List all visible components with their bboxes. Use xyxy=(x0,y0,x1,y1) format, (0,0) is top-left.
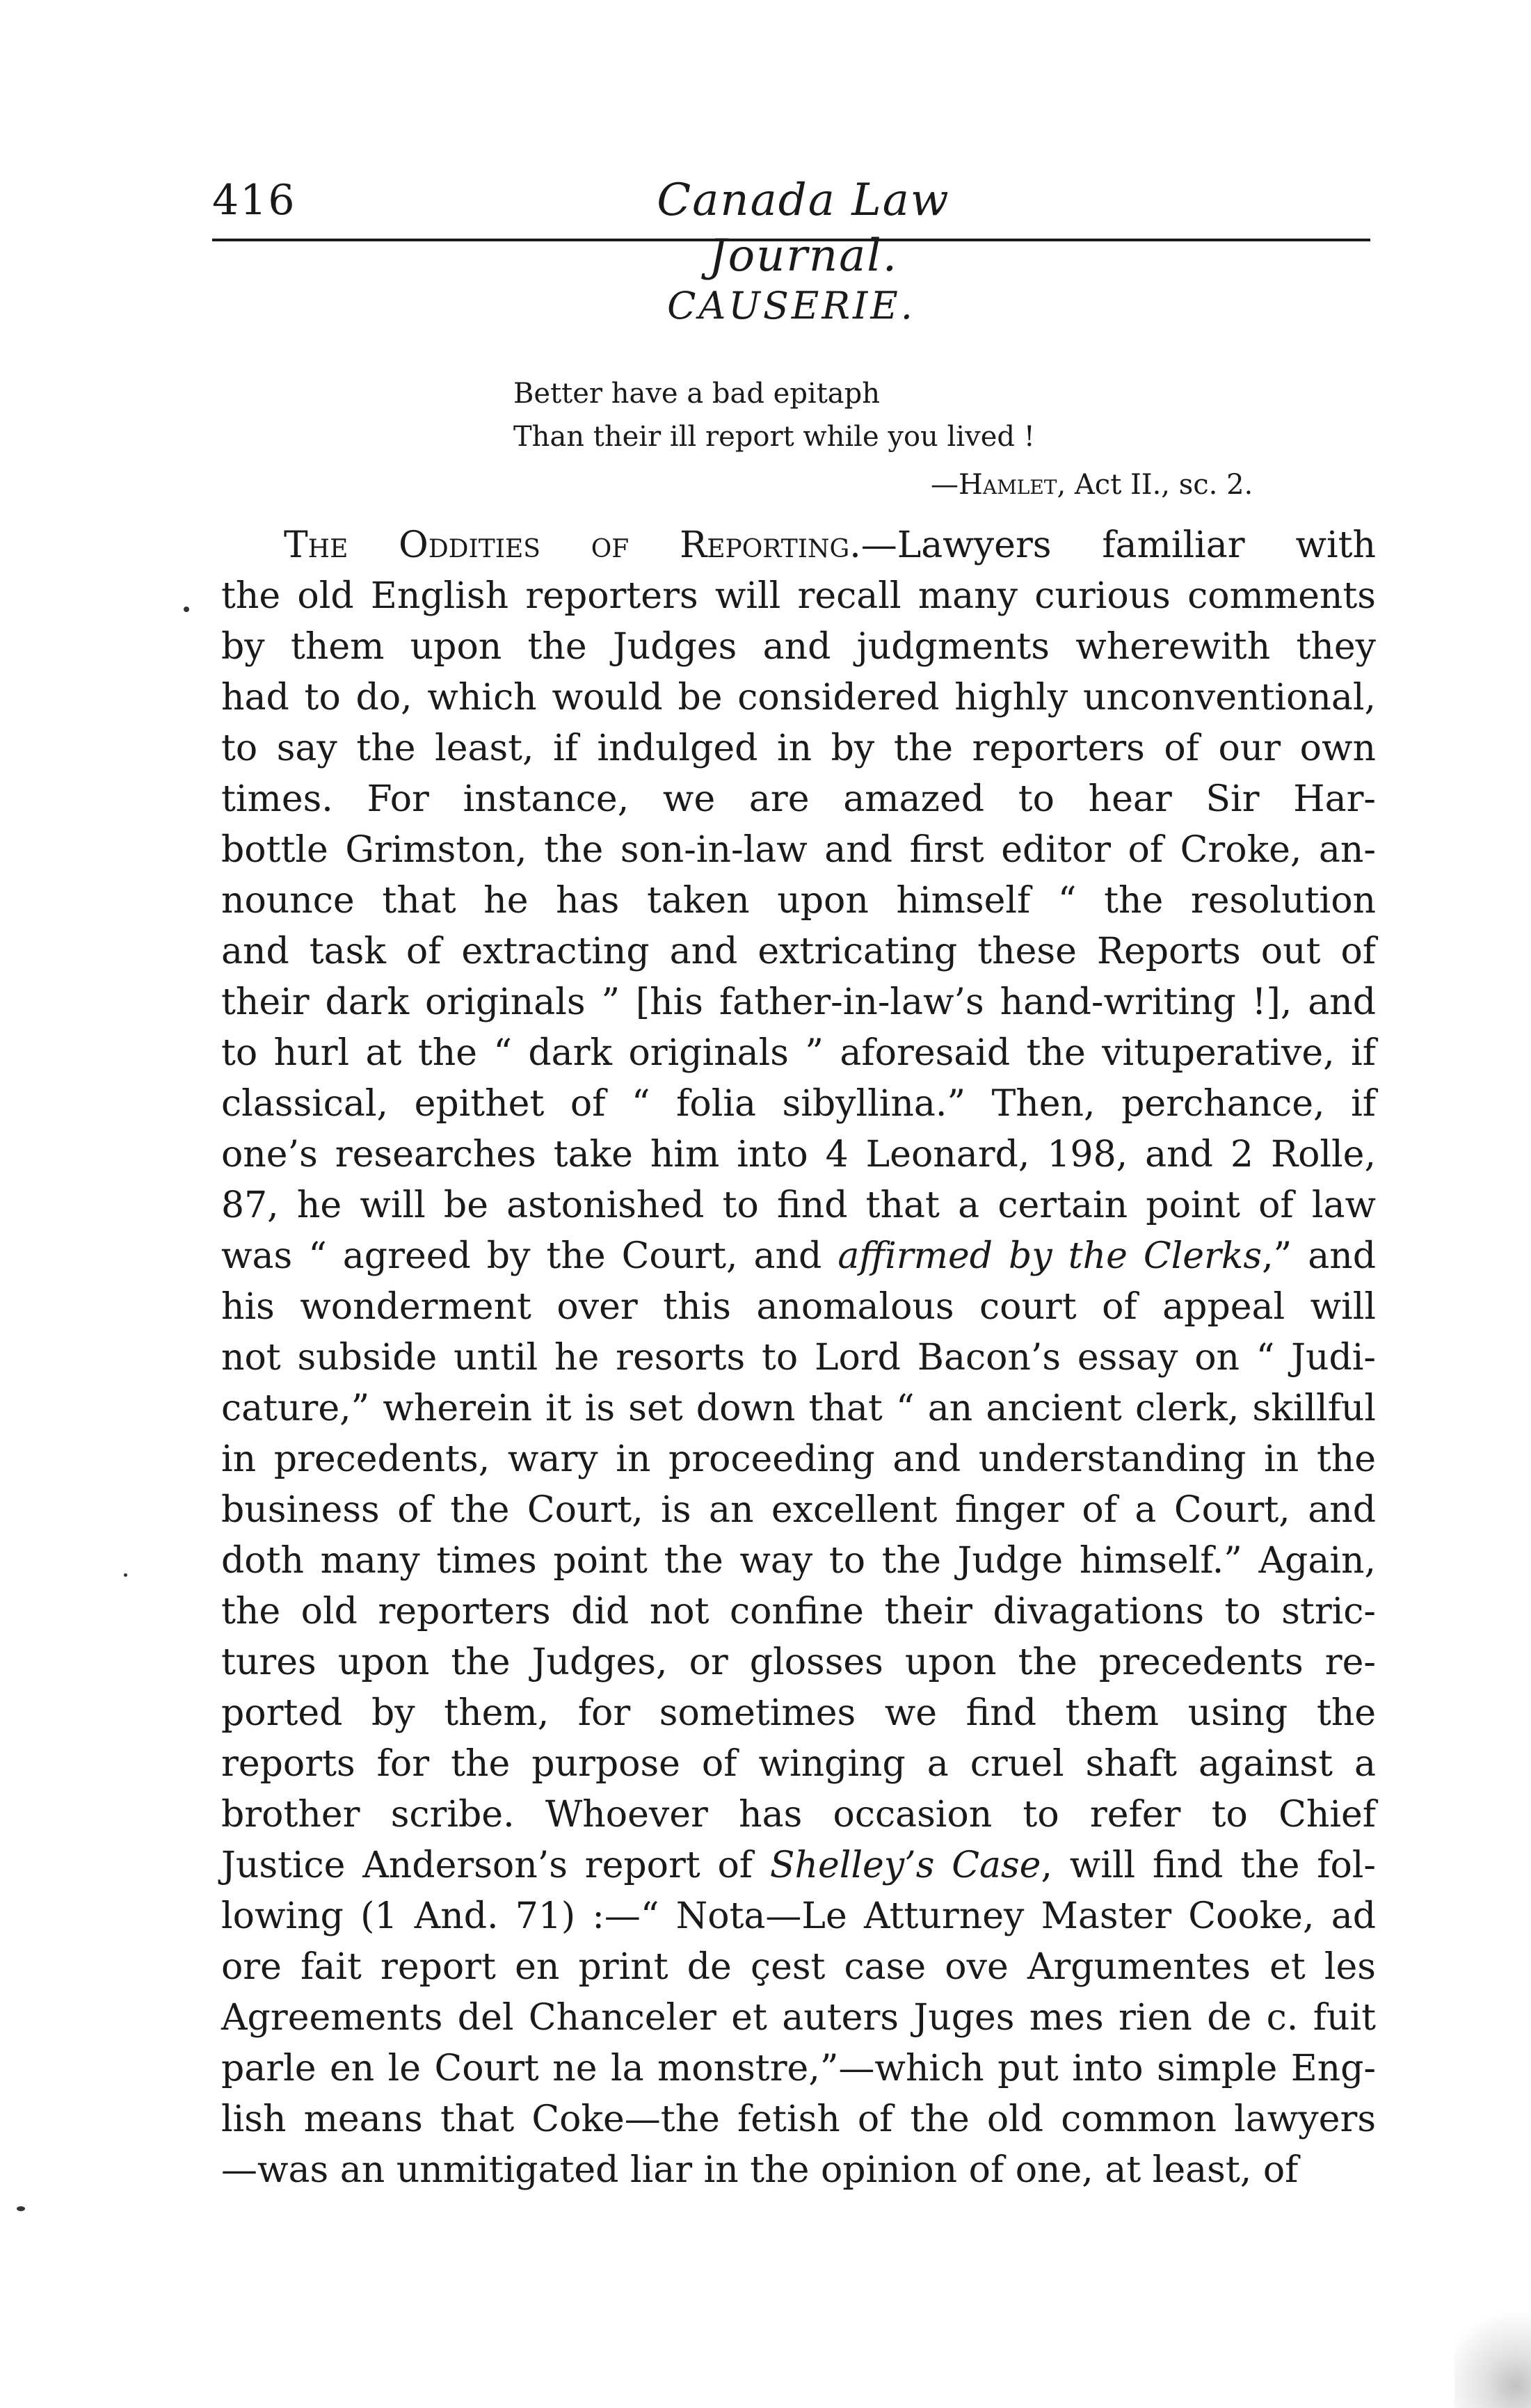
print-speck xyxy=(184,607,189,612)
opening-caps: The Oddities of Reporting. xyxy=(284,524,861,566)
epigraph xyxy=(513,372,1348,458)
page-corner-smudge xyxy=(1454,2297,1531,2408)
epigraph-attribution xyxy=(931,463,1253,506)
body-line: classical, epithet of “ folia sibyllina.” Then, perchance, if xyxy=(221,1083,1376,1125)
page-header xyxy=(212,172,1370,282)
opening-line-rest: —Lawyers familiar with xyxy=(860,524,1376,566)
epigraph-line: Than their ill report while you lived ! xyxy=(513,421,1035,453)
body-line: —was an unmitigated liar in the opinion of one, at least, of xyxy=(221,2149,1299,2191)
italic-phrase: affirmed by the Clerks xyxy=(837,1235,1263,1277)
attribution-act: , Act II., sc. 2. xyxy=(1057,469,1253,501)
body-line: and task of extracting and extricating these Reports out of xyxy=(221,931,1376,972)
body-line: cature,” wherein it is set down that “ an ancient clerk, skillful xyxy=(221,1388,1376,1429)
body-line: ported by them, for sometimes we find them using the xyxy=(221,1692,1376,1734)
body-line: not subside until he resorts to Lord Bacon’s essay on “ Judi- xyxy=(221,1337,1376,1379)
body-line: the old English reporters will recall many curious comments xyxy=(221,575,1376,617)
body-line: by them upon the Judges and judgments wherewith they xyxy=(221,626,1376,668)
attribution-play: Hamlet xyxy=(959,469,1057,501)
body-line: was “ agreed by the Court, and affirmed by the Clerks,” and xyxy=(221,1235,1377,1277)
epigraph-line: Better have a bad epitaph xyxy=(513,378,881,410)
body-line: to say the least, if indulged in by the reporters of our own xyxy=(221,728,1376,769)
body-line: parle en le Court ne la monstre,”—which put into simple Eng- xyxy=(221,2048,1376,2089)
body-line: to hurl at the “ dark originals ” aforesaid the vituperative, if xyxy=(221,1032,1376,1074)
print-speck xyxy=(17,2206,25,2211)
running-title: Canada Law Journal. xyxy=(657,175,950,282)
body-line: his wonderment over this anomalous court of appeal will xyxy=(221,1286,1376,1328)
body-line: ore fait report en print de çest case ove Argumentes et les xyxy=(221,1946,1376,1988)
body-line: in precedents, wary in proceeding and understanding in the xyxy=(221,1438,1376,1480)
body-line: reports for the purpose of winging a cruel shaft against a xyxy=(221,1743,1376,1785)
body-line: 87, he will be astonished to find that a certain point of law xyxy=(221,1185,1376,1226)
body-line: doth many times point the way to the Judge himself.” Again, xyxy=(221,1540,1376,1582)
body-line: their dark originals ” [his father-in-law’s hand-writing !], and xyxy=(221,981,1376,1023)
body-line: Justice Anderson’s report of Shelley’s Case, will find the fol- xyxy=(221,1845,1376,1886)
body-line: bottle Grimston, the son-in-law and first editor of Croke, an- xyxy=(221,829,1376,871)
body-line: brother scribe. Whoever has occasion to refer to Chief xyxy=(221,1794,1376,1836)
print-speck xyxy=(124,1573,127,1577)
body-line: the old reporters did not confine their divagations to stric- xyxy=(221,1591,1376,1632)
body-line: had to do, which would be considered highly unconventional, xyxy=(221,677,1376,719)
body-line: one’s researches take him into 4 Leonard, 198, and 2 Rolle, xyxy=(221,1134,1376,1175)
body-line: Agreements del Chanceler et auters Juges mes rien de c. fuit xyxy=(221,1997,1376,2039)
body-line: times. For instance, we are amazed to hear Sir Har- xyxy=(221,778,1376,820)
body-line: lish means that Coke—the fetish of the old common lawyers xyxy=(221,2098,1376,2140)
attribution-dash: — xyxy=(931,469,959,501)
body-line: business of the Court, is an excellent finger of a Court, and xyxy=(221,1489,1376,1531)
section-title: CAUSERIE. xyxy=(667,284,915,328)
page-number: 416 xyxy=(212,176,296,225)
italic-phrase: Shelley’s Case xyxy=(769,1845,1041,1886)
body-line xyxy=(221,520,1376,571)
body-line: nounce that he has taken upon himself “ the resolution xyxy=(221,880,1376,922)
body-text xyxy=(221,520,1376,2196)
body-line: tures upon the Judges, or glosses upon the precedents re- xyxy=(221,1642,1376,1683)
body-line: lowing (1 And. 71) :—“ Nota—Le Atturney Master Cooke, ad xyxy=(221,1895,1376,1937)
